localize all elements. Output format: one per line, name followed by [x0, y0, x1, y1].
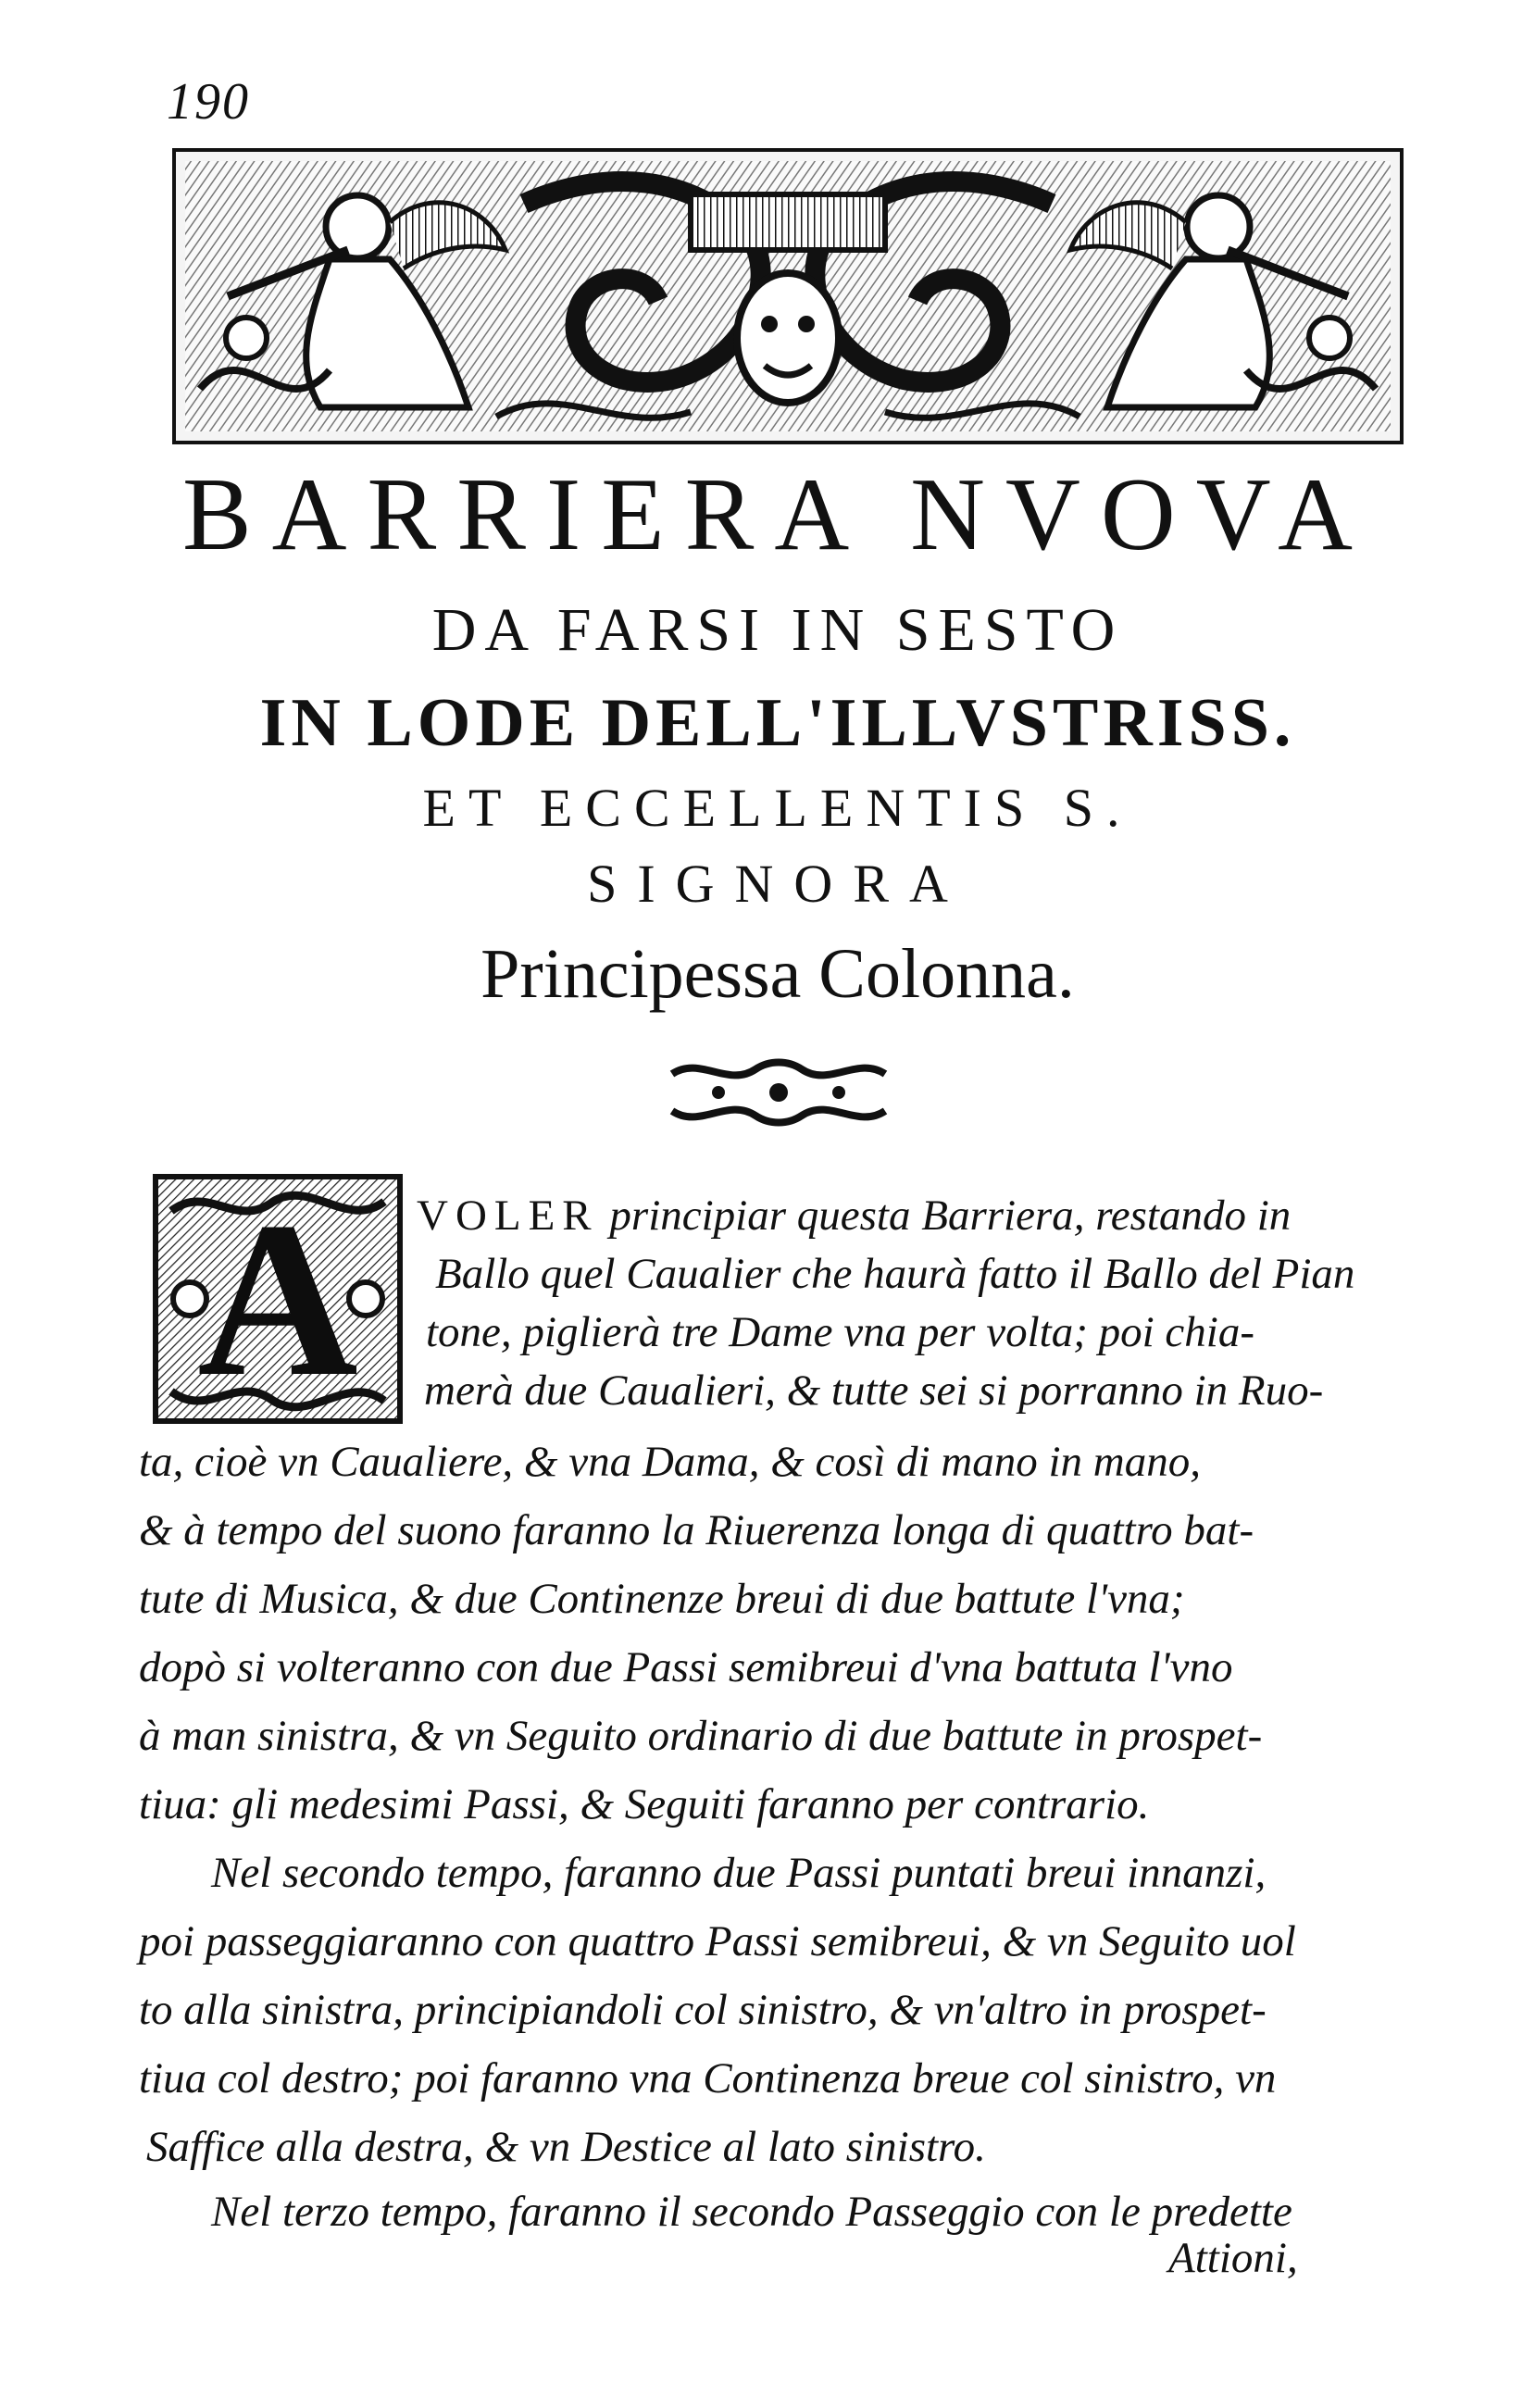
text-line-1-body: principiar questa Barriera, restando in	[609, 1192, 1292, 1240]
title-line-2: DA FARSI IN SESTO	[431, 596, 1124, 664]
text-line-8: dopò si volteranno con due Passi semibreui d'vna battuta l'vno	[139, 1643, 1233, 1691]
drop-cap-initial	[153, 1174, 403, 1424]
title-line-3: IN LODE DELL'ILLVSTRISS.	[259, 685, 1296, 761]
text-line-3: tone, piglierà tre Dame vna per volta; poi chia-	[426, 1308, 1254, 1356]
first-word: VOLER	[417, 1192, 599, 1240]
text-line-5: ta, cioè vn Caualiere, & vna Dama, & così di mano in mano,	[139, 1438, 1202, 1486]
text-line-14: tiua col destro; poi faranno vna Continenza breue col sinistro, vn	[139, 2054, 1277, 2102]
text-line-13: to alla sinistra, principiandoli col sinistro, & vn'altro in prospet-	[139, 1986, 1267, 2034]
title-line-5: SIGNORA	[587, 854, 968, 914]
title-line-6: Principessa Colonna.	[480, 935, 1075, 1013]
catchword: Attioni,	[1168, 2234, 1298, 2282]
text-line-6: & à tempo del suono faranno la Riuerenza longa di quattro bat-	[139, 1506, 1254, 1554]
text-line-4: merà due Caualieri, & tutte sei si porranno in Ruo-	[424, 1366, 1324, 1415]
drop-cap-letter: A	[197, 1176, 358, 1422]
title-line-1: BARRIERA NVOVA	[181, 457, 1374, 572]
text-line-2: Ballo quel Caualier che haurà fatto il Ballo del Pian	[435, 1250, 1355, 1298]
text-line-15: Saffice alla destra, & vn Destice al lato sinistro.	[146, 2123, 986, 2171]
text-line-7: tute di Musica, & due Continenze breui di due battute l'vna;	[139, 1575, 1185, 1623]
title-line-4: ET ECCELLENTIS S.	[422, 778, 1133, 838]
page-number: 190	[167, 73, 250, 131]
text-line-11: Nel secondo tempo, faranno due Passi puntati breui innanzi,	[211, 1849, 1267, 1897]
text-line-16: Nel terzo tempo, faranno il secondo Passeggio con le predette	[211, 2188, 1292, 2236]
text-line-9: à man sinistra, & vn Seguito ordinario di due battute in prospet-	[139, 1712, 1263, 1760]
text-line-1	[417, 1194, 1291, 1238]
text-line-10: tiua: gli medesimi Passi, & Seguiti faranno per contrario.	[139, 1780, 1150, 1828]
text-line-12: poi passeggiaranno con quattro Passi semibreui, & vn Seguito uol	[139, 1917, 1296, 1965]
